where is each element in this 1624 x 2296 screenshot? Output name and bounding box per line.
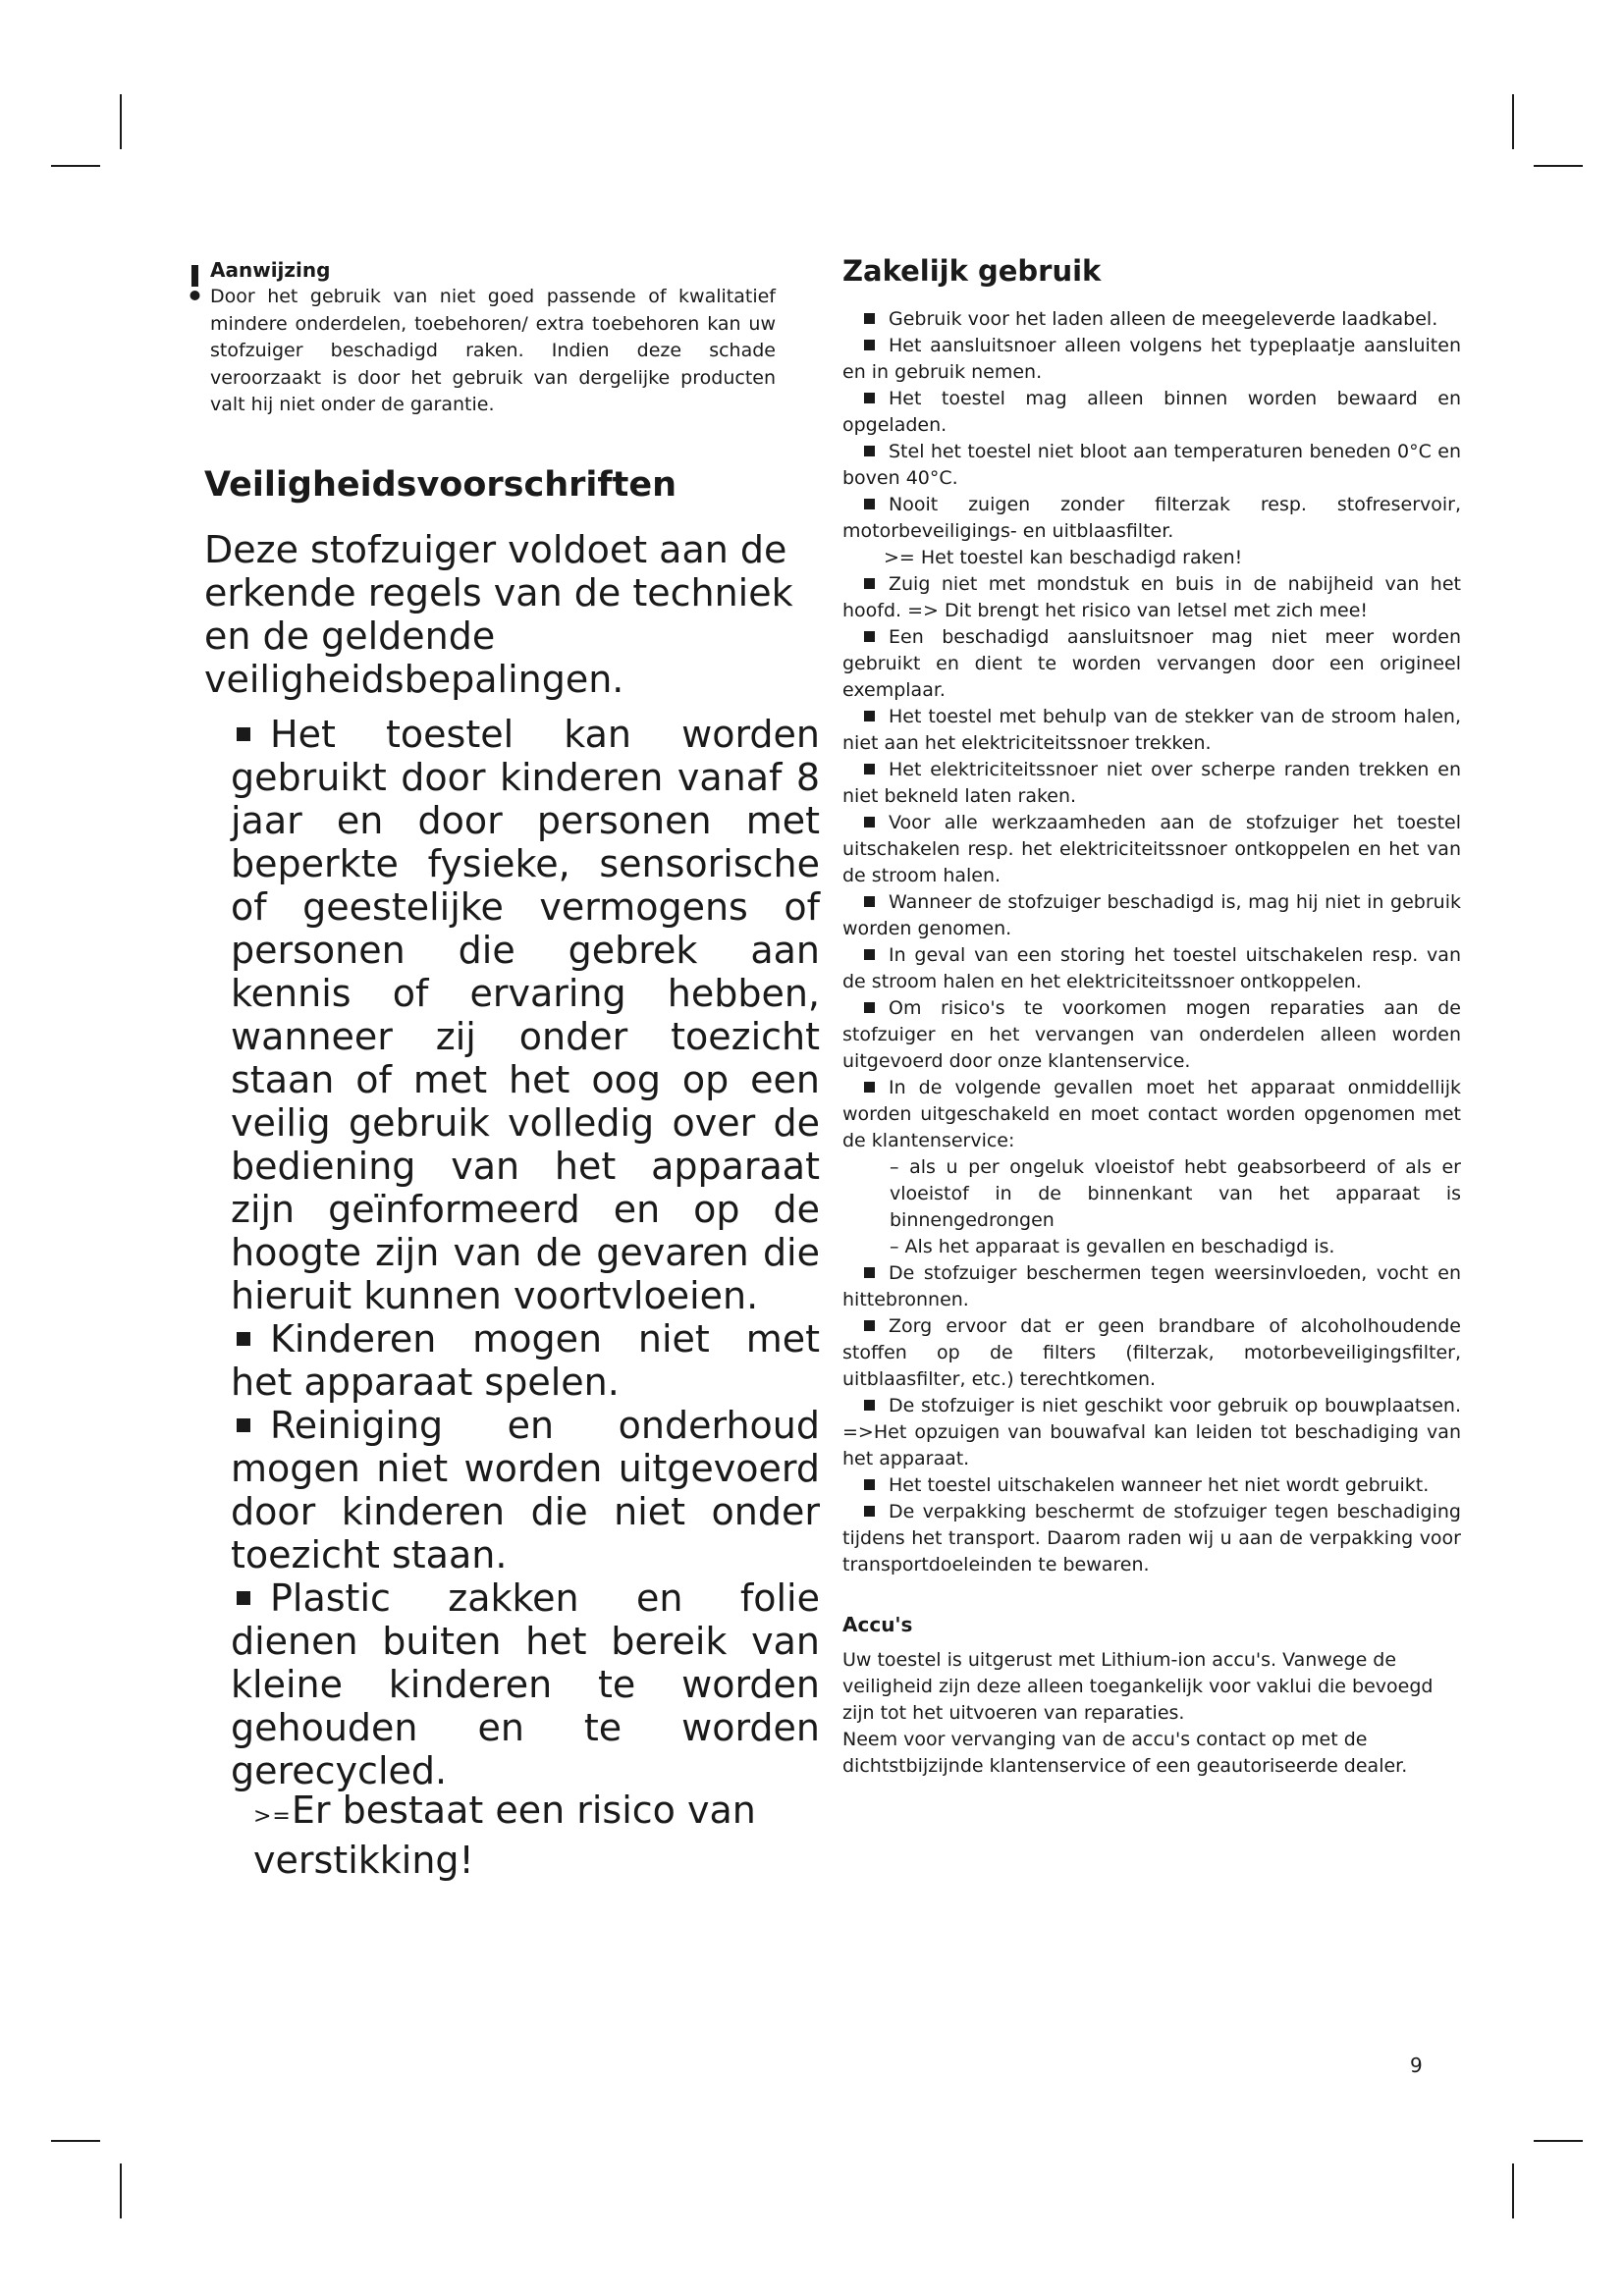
safety-item: Plastic zakken en folie dienen buiten het bereik van kleine kinderen te worden gehouden en te worden gerecycled. — [231, 1576, 820, 1792]
bullet-square-icon — [864, 313, 875, 324]
accu-heading: Accu's — [842, 1613, 913, 1636]
list-item: De stofzuiger is niet geschikt voor gebruik op bouwplaatsen. =>Het opzuigen van bouwafval kan leiden tot beschadiging van het apparaat. — [842, 1395, 1461, 1469]
list-item: Het elektriciteitssnoer niet over scherpe randen trekken en niet bekneld laten raken. — [842, 759, 1461, 807]
bullet-square-icon — [237, 1591, 250, 1605]
list-item: De verpakking beschermt de stofzuiger tegen beschadiging tijdens het transport. Daarom raden wij u aan de verpakking voor transportdoeleinden te bewaren. — [842, 1501, 1461, 1575]
bullet-square-icon — [864, 578, 875, 589]
safety-item: Het toestel kan worden gebruikt door kinderen vanaf 8 jaar en door personen met beperkte fysieke, sensorische of geestelijke vermogens of personen die gebrek aan kennis of ervaring hebben, wanneer zij onder toezicht staan of met het oog op een veilig gebruik volledig over de bediening van het apparaat zijn geïnformeerd en op de hoogte zijn van de gevaren die hieruit kunnen voortvloeien. — [231, 713, 820, 1317]
warning-arrow: >= — [253, 1804, 292, 1829]
safety-item: Reiniging en onderhoud mogen niet worden uitgevoerd door kinderen die niet onder toezicht staan. — [231, 1404, 820, 1576]
bullet-square-icon — [864, 1267, 875, 1278]
warning-line: >= Het toestel kan beschadigd raken! — [884, 547, 1243, 568]
bullet-square-icon — [864, 393, 875, 403]
bullet-square-icon — [237, 1332, 250, 1346]
crop-mark — [120, 2163, 122, 2218]
bullet-square-icon — [864, 949, 875, 960]
list-item: Gebruik voor het laden alleen de meegeleverde laadkabel. — [842, 306, 1461, 333]
sub-item: – Als het apparaat is gevallen en beschadigd is. — [890, 1236, 1335, 1257]
bullet-square-icon — [864, 340, 875, 350]
sub-item: – als u per ongeluk vloeistof hebt geabsorbeerd of als er vloeistof in de binnenkant van het apparaat is binnengedrongen — [890, 1156, 1461, 1231]
page-number: 9 — [1410, 2054, 1423, 2077]
bullet-square-icon — [864, 631, 875, 642]
list-item: Stel het toestel niet bloot aan temperaturen beneden 0°C en boven 40°C. — [842, 441, 1461, 489]
list-item: In de volgende gevallen moet het apparaat onmiddellijk worden uitgeschakeld en moet contact worden opgenomen met de klantenservice: — [842, 1077, 1461, 1151]
list-item: Het toestel uitschakelen wanneer het niet wordt gebruikt. — [842, 1472, 1461, 1499]
business-section — [842, 253, 1461, 1780]
list-item: Het toestel mag alleen binnen worden bewaard en opgeladen. — [842, 388, 1461, 436]
list-item: Zorg ervoor dat er geen brandbare of alcoholhoudende stoffen op de filters (filterzak, motorbeveiligingsfilter, uitblaasfilter, etc.) terechtkomen. — [842, 1315, 1461, 1390]
note-title: Aanwijzing — [210, 258, 331, 282]
bullet-square-icon — [864, 764, 875, 774]
safety-item: Kinderen mogen niet met het apparaat spelen. — [231, 1317, 820, 1404]
safety-warning: >=Er bestaat een risico van verstikking! — [253, 1789, 756, 1882]
safety-lead: Deze stofzuiger voldoet aan de erkende regels van de techniek en de geldende veiligheidsbepalingen. — [204, 528, 793, 701]
bullet-square-icon — [864, 499, 875, 509]
list-item: Het toestel met behulp van de stekker van de stroom halen, niet aan het elektriciteitssnoer trekken. — [842, 706, 1461, 754]
bullet-square-icon — [864, 896, 875, 907]
business-heading: Zakelijk gebruik — [842, 254, 1102, 288]
bullet-square-icon — [864, 1082, 875, 1093]
bullet-square-icon — [864, 1479, 875, 1490]
list-item: Voor alle werkzaamheden aan de stofzuiger het toestel uitschakelen resp. het elektriciteitssnoer ontkoppelen en het van de stroom halen. — [842, 812, 1461, 886]
list-item: De stofzuiger beschermen tegen weersinvloeden, vocht en hittebronnen. — [842, 1262, 1461, 1310]
accu-text: Uw toestel is uitgerust met Lithium-ion accu's. Vanwege de veiligheid zijn deze alleen toegankelijk voor vaklui die bevoegd zijn tot het uitvoeren van reparaties. — [842, 1649, 1434, 1724]
crop-mark — [1512, 94, 1514, 149]
note-block — [196, 257, 776, 419]
safety-heading: Veiligheidsvoorschriften — [204, 465, 677, 505]
bullet-square-icon — [864, 1400, 875, 1411]
list-item: Om risico's te voorkomen mogen reparaties aan de stofzuiger en het vervangen van onderdelen alleen worden uitgevoerd door onze klantenservice. — [842, 997, 1461, 1072]
list-item: Nooit zuigen zonder filterzak resp. stofreservoir, motorbeveiligings- en uitblaasfilter. — [842, 494, 1461, 542]
note-body: Door het gebruik van niet goed passende of kwalitatief mindere onderdelen, toebehoren/ extra toebehoren kan uw stofzuiger beschadigd raken. Indien deze schade veroorzaakt is door het gebruik van dergelijke producten valt hij niet onder de garantie. — [210, 286, 776, 415]
bullet-square-icon — [864, 446, 875, 456]
crop-mark — [120, 94, 122, 149]
bullet-square-icon — [237, 1418, 250, 1432]
bullet-square-icon — [864, 817, 875, 828]
list-item: In geval van een storing het toestel uitschakelen resp. van de stroom halen en het elektriciteitssnoer ontkoppelen. — [842, 944, 1461, 992]
crop-mark — [51, 165, 100, 167]
list-item: Zuig niet met mondstuk en buis in de nabijheid van het hoofd. => Dit brengt het risico van letsel met zich mee! — [842, 573, 1461, 621]
bullet-square-icon — [864, 711, 875, 721]
bullet-square-icon — [237, 727, 250, 741]
bullet-square-icon — [864, 1320, 875, 1331]
crop-mark — [1512, 2163, 1514, 2218]
list-item: Wanneer de stofzuiger beschadigd is, mag hij niet in gebruik worden genomen. — [842, 891, 1461, 939]
list-item: Het aansluitsnoer alleen volgens het typeplaatje aansluiten en in gebruik nemen. — [842, 335, 1461, 383]
bullet-square-icon — [864, 1506, 875, 1517]
exclamation-icon — [187, 259, 204, 304]
list-item: Een beschadigd aansluitsnoer mag niet meer worden gebruikt en dient te worden vervangen door een origineel exemplaar. — [842, 626, 1461, 701]
bullet-square-icon — [864, 1002, 875, 1013]
crop-mark — [51, 2140, 100, 2142]
crop-mark — [1534, 2140, 1583, 2142]
accu-text: Neem voor vervanging van de accu's contact op met de dichtstbijzijnde klantenservice of een geautoriseerde dealer. — [842, 1729, 1408, 1777]
business-list — [842, 306, 1461, 1578]
crop-mark — [1534, 165, 1583, 167]
